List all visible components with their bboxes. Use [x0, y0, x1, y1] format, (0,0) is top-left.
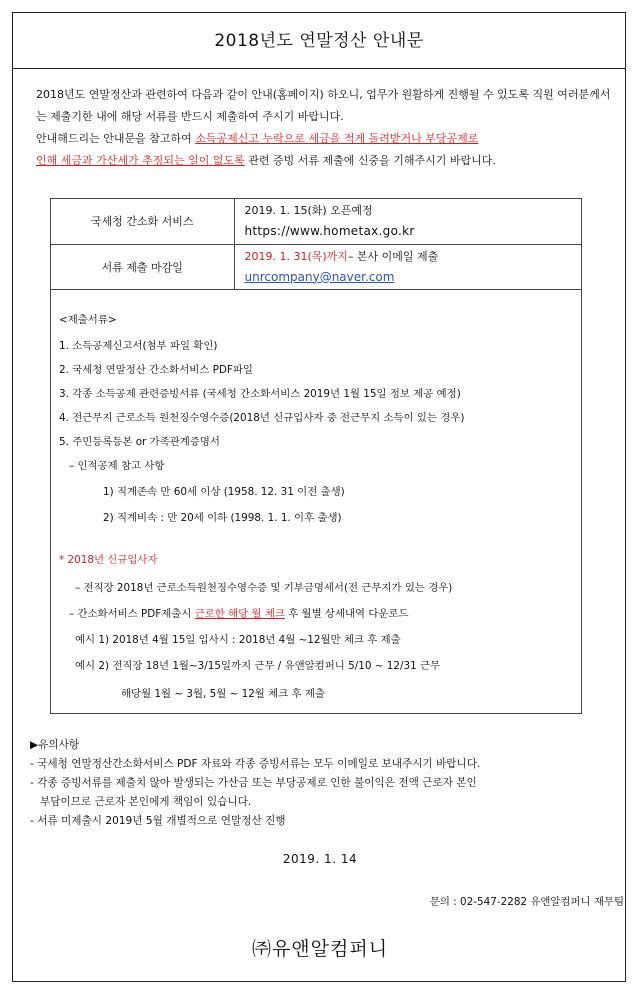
table-row [51, 244, 581, 289]
example-1: 예시 1) 2018년 4월 15일 입사시 : 2018년 4월 ~12월만 체크 후 제출 [75, 634, 401, 646]
dependent-rule-2: 2) 직계비속 : 만 20세 이하 (1998. 1. 1. 이후 출생) [103, 512, 342, 524]
intro-p2-prefix: 안내해드리는 안내문을 참고하여 [36, 132, 196, 145]
deadline-method: – 본사 이메일 제출 [347, 249, 439, 263]
hometax-url[interactable]: https://www.hometax.go.kr [244, 224, 415, 239]
intro-text [36, 84, 612, 172]
note-item-continued: 부담이므로 근로자 본인에게 책임이 있습니다. [40, 796, 252, 808]
intro-p2-suffix: 관련 증빙 서류 제출에 신중을 기해주시기 바랍니다. [244, 154, 496, 167]
new-hire-item-2-suffix: 후 월별 상세내역 다운로드 [284, 608, 409, 620]
notes-section [30, 736, 610, 831]
notes-header: ▶유의사항 [30, 739, 80, 751]
submission-box [50, 198, 582, 714]
dependent-rule-1: 1) 직계존속 만 60세 이상 (1958. 12. 31 이전 출생) [103, 486, 345, 498]
documents-header: <제출서류> [59, 314, 117, 326]
document-item: 2. 국세청 연말정산 간소화서비스 PDF파일 [59, 364, 253, 376]
example-2: 예시 2) 전직장 18년 1월~3/15일까지 근무 / 유앤알컴퍼니 5/10 ~ 12/31 근무 [75, 660, 441, 672]
document-item: 1. 소득공제신고서(첨부 파일 확인) [59, 340, 218, 352]
submission-email-link[interactable]: unrcompany@naver.com [244, 269, 395, 284]
new-hire-item-2-prefix: – 간소화서비스 PDF제출시 [69, 608, 195, 620]
new-hire-item-2 [69, 605, 409, 620]
deadline-label: 서류 제출 마감일 [51, 244, 234, 289]
warning-text-1: 소득공제신고 누락으로 세금을 적게 돌려받거나 부당공제로 [195, 132, 479, 145]
company-name: ㈜유앤알컴퍼니 [251, 938, 389, 960]
note-item: - 국세청 연말정산간소화서비스 PDF 자료와 각종 증빙서류는 모두 이메일로 보내주시기 바랍니다. [30, 758, 481, 770]
document-item: 5. 주민등록등본 or 가족관계증명서 [59, 436, 220, 448]
document-item: 4. 전근무지 근로소득 원천징수영수증(2018년 신규입사자 중 전근무지 소득이 있는 경우) [59, 412, 465, 424]
issue-date: 2019. 1. 14 [282, 852, 358, 866]
intro-paragraph-1: 2018년도 연말정산과 관련하여 다음과 같이 안내(홈페이지) 하오니, 업무가 원활하게 진행될 수 있도록 직원 여러분께서는 제출기한 내에 해당 서류를 반드시 제출하여 주시기 바랍니다. [36, 88, 611, 123]
deadline-date: 2019. 1. 31(목)까지 [244, 249, 348, 263]
info-table [51, 199, 581, 290]
document-item: 3. 각종 소득공제 관련증빙서류 (국세청 간소화서비스 2019년 1월 15일 정보 제공 예정) [59, 388, 461, 400]
document-title: 2018년도 연말정산 안내문 [13, 13, 625, 69]
contact-info: 문의 : 02-547-2282 유앤알컴퍼니 재무팀 [429, 896, 624, 908]
note-item: - 서류 미제출시 2019년 5월 개별적으로 연말정산 진행 [30, 815, 286, 827]
note-item: - 각종 증빙서류를 제출치 않아 발생되는 가산금 또는 부당공제로 인한 불이익은 전액 근로자 본인 [30, 777, 477, 789]
dependent-header: – 인적공제 참고 사항 [69, 460, 165, 472]
new-hire-header: * 2018년 신규입사자 [59, 554, 158, 566]
deadline-value [234, 244, 581, 289]
hometax-value [234, 199, 581, 244]
hometax-label: 국세청 간소화 서비스 [51, 199, 234, 244]
hometax-open-date: 2019. 1. 15(화) 오픈예정 [244, 204, 373, 218]
intro-paragraph-2 [36, 128, 612, 172]
warning-text-2: 인해 세금과 가산세가 추징되는 일이 없도록 [36, 154, 245, 167]
table-row [51, 199, 581, 244]
new-hire-item-1: – 전직장 2018년 근로소득원천징수영수증 및 기부금명세서(전 근무지가 있는 경우) [75, 582, 453, 594]
example-2-detail: 해당월 1월 ~ 3월, 5월 ~ 12월 체크 후 제출 [121, 688, 325, 700]
month-check-note: 근로한 해당 월 체크 [194, 608, 285, 620]
